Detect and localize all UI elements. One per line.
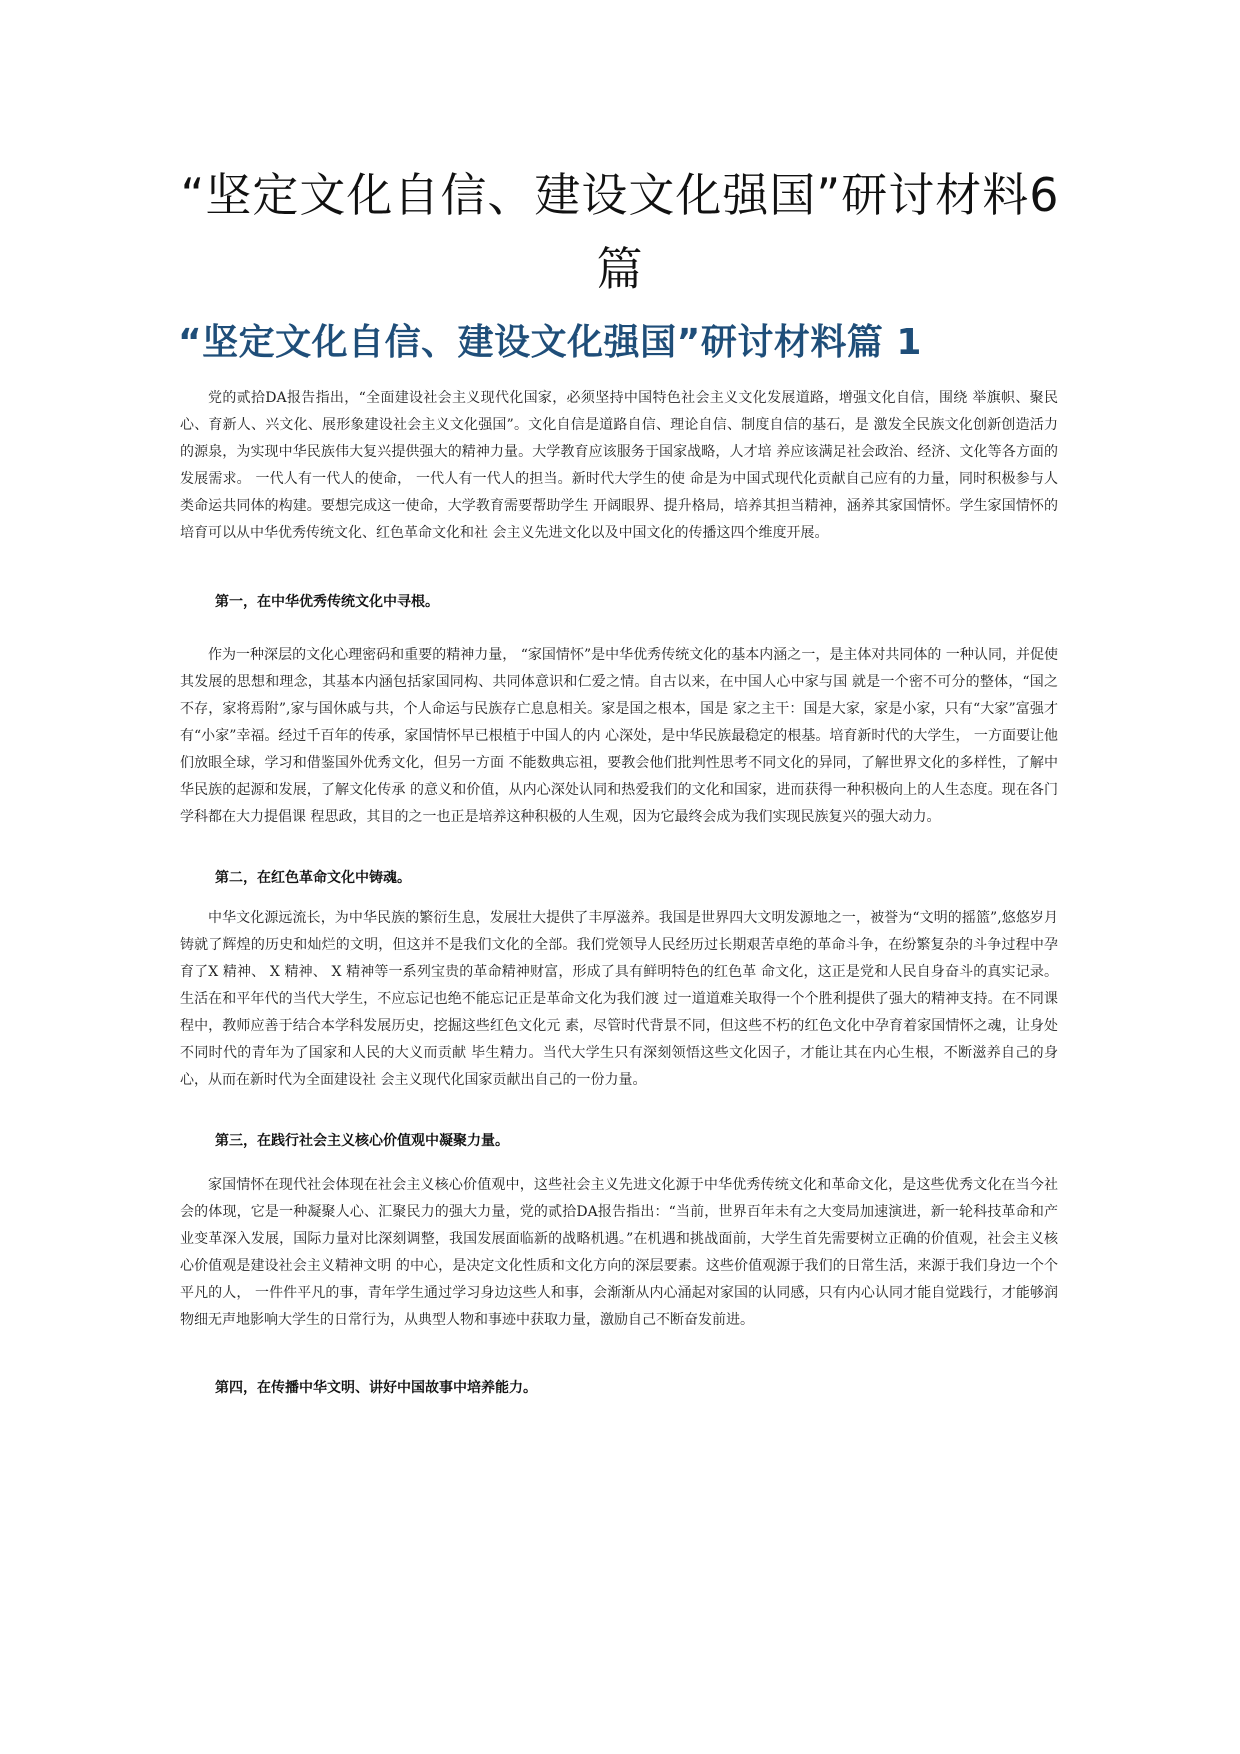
sub-heading-second: 第二，在红色革命文化中铸魂。 xyxy=(215,870,411,886)
paragraph-second: 中华文化源远流长，为中华民族的繁衍生息，发展壮大提供了丰厚滋养。我国是世界四大文明发源地之一，被誉为“文明的摇篮”,悠悠岁月铸就了辉煌的历史和灿烂的文明，但这并不是我们文化的全部。我们党领导人民经历过长期艰苦卓绝的革命斗争，在纷繁复杂的斗争过程中孕育了X 精神、 X 精神、 X 精神等一系列宝贵的革命精神财富，形成了具有鲜明特色的红色革 命文化，这正是党和人民自身奋斗的真实记录。生活在和平年代的当代大学生，不应忘记也绝不能忘记正是革命文化为我们渡 过一道道难关取得一个个胜利提供了强大的精神支持。在不同课程中，教师应善于结合本学科发展历史，挖掘这些红色文化元 素，尽管时代背景不同，但这些不朽的红色文化中孕育着家国情怀之魂，让身处不同时代的青年为了国家和人民的大义而贡献 毕生精力。当代大学生只有深刻领悟这些文化因子，才能让其在内心生根，不断滋养自己的身心，从而在新时代为全面建设社 会主义现代化国家贡献出自己的一份力量。 xyxy=(180,910,1058,1088)
paragraph-first: 作为一种深层的文化心理密码和重要的精神力量， “家国情怀”是中华优秀传统文化的基本内涵之一，是主体对共同体的 一种认同，并促使其发展的思想和理念，其基本内涵包括家国同构、共同体意识和仁爱之情。自古以来，在中国人心中家与国 就是一个密不可分的整体，“国之不存，家将焉附”,家与国休戚与共，个人命运与民族存亡息息相关。家是国之根本，国是 家之主干：国是大家，家是小家，只有“大家”富强才有“小家”幸福。经过千百年的传承，家国情怀早已根植于中国人的内 心深处，是中华民族最稳定的根基。培育新时代的大学生， 一方面要让他们放眼全球，学习和借鉴国外优秀文化，但另一方面 不能数典忘祖，要教会他们批判性思考不同文化的异同，了解世界文化的多样性，了解中华民族的起源和发展，了解文化传承 的意义和价值，从内心深处认同和热爱我们的文化和国家，进而获得一种积极向上的人生态度。现在各门学科都在大力提倡课 程思政，其目的之一也正是培养这种积极的人生观，因为它最终会成为我们实现民族复兴的强大动力。 xyxy=(180,647,1058,825)
sub-heading-first: 第一，在中华优秀传统文化中寻根。 xyxy=(215,594,439,610)
sub-heading-fourth: 第四，在传播中华文明、讲好中国故事中培养能力。 xyxy=(215,1380,537,1396)
paragraph-intro: 党的贰拾DA报告指出，“全面建设社会主义现代化国家，必须坚持中国特色社会主义文化发展道路，增强文化自信，围绕 举旗帜、聚民心、育新人、兴文化、展形象建设社会主义文化强国”。文化自信是道路自信、理论自信、制度自信的基石，是 激发全民族文化创新创造活力的源泉，为实现中华民族伟大复兴提供强大的精神力量。大学教育应该服务于国家战略，人才培 养应该满足社会政治、经济、文化等各方面的发展需求。 一代人有一代人的使命， 一代人有一代人的担当。新时代大学生的使 命是为中国式现代化贡献自己应有的力量，同时积极参与人类命运共同体的构建。要想完成这一使命，大学教育需要帮助学生 开阔眼界、提升格局，培养其担当精神，涵养其家国情怀。学生家国情怀的培育可以从中华优秀传统文化、红色革命文化和社 会主义先进文化以及中国文化的传播这四个维度开展。 xyxy=(180,390,1058,541)
sub-heading-third: 第三，在践行社会主义核心价值观中凝聚力量。 xyxy=(215,1133,509,1149)
paragraph-third: 家国情怀在现代社会体现在社会主义核心价值观中，这些社会主义先进文化源于中华优秀传统文化和革命文化，是这些优秀文化在当今社会的体现，它是一种凝聚人心、汇聚民力的强大力量，党的贰拾DA报告指出：“当前，世界百年未有之大变局加速演进，新一轮科技革命和产业变革深入发展，国际力量对比深刻调整，我国发展面临新的战略机遇。”在机遇和挑战面前，大学生首先需要树立正确的价值观，社会主义核心价值观是建设社会主义精神文明 的中心，是决定文化性质和文化方向的深层要素。这些价值观源于我们的日常生活，来源于我们身边一个个平凡的人， 一件件平凡的事，青年学生通过学习身边这些人和事，会渐渐从内心涌起对家国的认同感，只有内心认同才能自觉践行，才能够润物细无声地影响大学生的日常行为，从典型人物和事迹中获取力量，激励自己不断奋发前进。 xyxy=(180,1177,1058,1328)
section-heading: “坚定文化自信、建设文化强国”研讨材料篇 1 xyxy=(178,322,922,363)
document-title: “坚定文化自信、建设文化强国”研讨材料6篇 xyxy=(180,168,1060,296)
